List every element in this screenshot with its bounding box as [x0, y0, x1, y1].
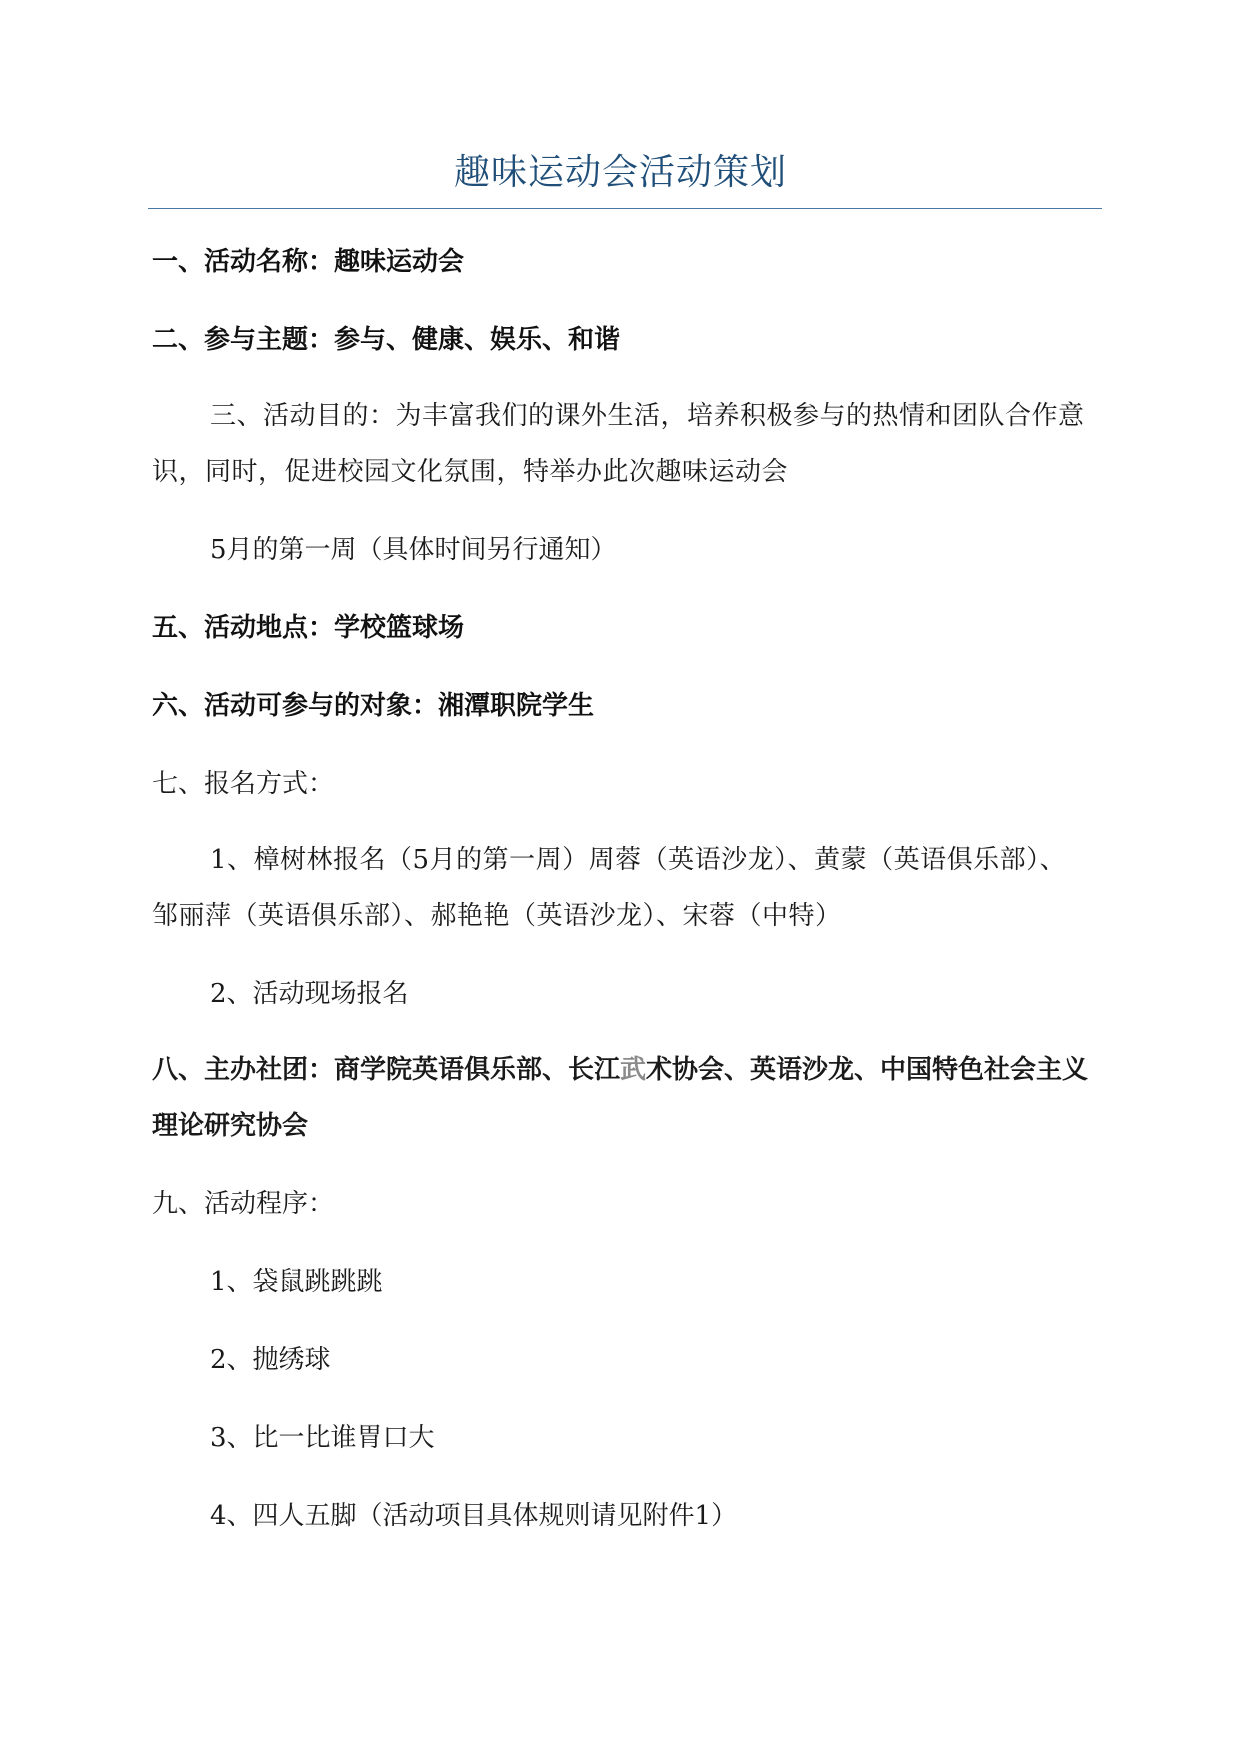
- section-purpose: 三、活动目的：为丰富我们的课外生活，培养积极参与的热情和团队合作意识，同时，促进校园文化氛围，特举办此次趣味运动会: [152, 401, 1085, 487]
- section-location: 五、活动地点：学校篮球场: [152, 613, 465, 643]
- title-divider: [148, 208, 1102, 209]
- section-theme: 二、参与主题：参与、健康、娱乐、和谐: [152, 325, 621, 355]
- program-item-2: 2、抛绣球: [210, 1345, 331, 1375]
- section-activity-name: 一、活动名称：趣味运动会: [152, 247, 465, 277]
- organizers-text-b: 术协会、英语沙龙、中国特色社会主义理论研究协会: [152, 1055, 1089, 1141]
- section-time: 5月的第一周（具体时间另行通知）: [210, 535, 617, 565]
- section-participants: 六、活动可参与的对象：湘潭职院学生: [152, 691, 595, 721]
- organizers-text-wu: 武: [620, 1055, 647, 1085]
- section-registration: 七、报名方式：: [152, 769, 335, 799]
- program-item-1: 1、袋鼠跳跳跳: [210, 1267, 383, 1297]
- document-title: 趣味运动会活动策划: [453, 152, 787, 193]
- registration-item-2: 2、活动现场报名: [210, 979, 409, 1009]
- section-program: 九、活动程序：: [152, 1189, 335, 1219]
- organizers-text-a: 八、主办社团：商学院英语俱乐部、长江: [152, 1055, 621, 1085]
- program-item-4: 4、四人五脚（活动项目具体规则请见附件1）: [210, 1501, 738, 1531]
- section-organizers: [152, 1042, 1092, 1154]
- registration-item-1: 1、樟树林报名（5月的第一周）周蓉（英语沙龙）、黄蒙（英语俱乐部）、邹丽萍（英语俱乐部）、郝艳艳（英语沙龙）、宋蓉（中特）: [152, 845, 1067, 931]
- program-item-3: 3、比一比谁胃口大: [210, 1423, 435, 1453]
